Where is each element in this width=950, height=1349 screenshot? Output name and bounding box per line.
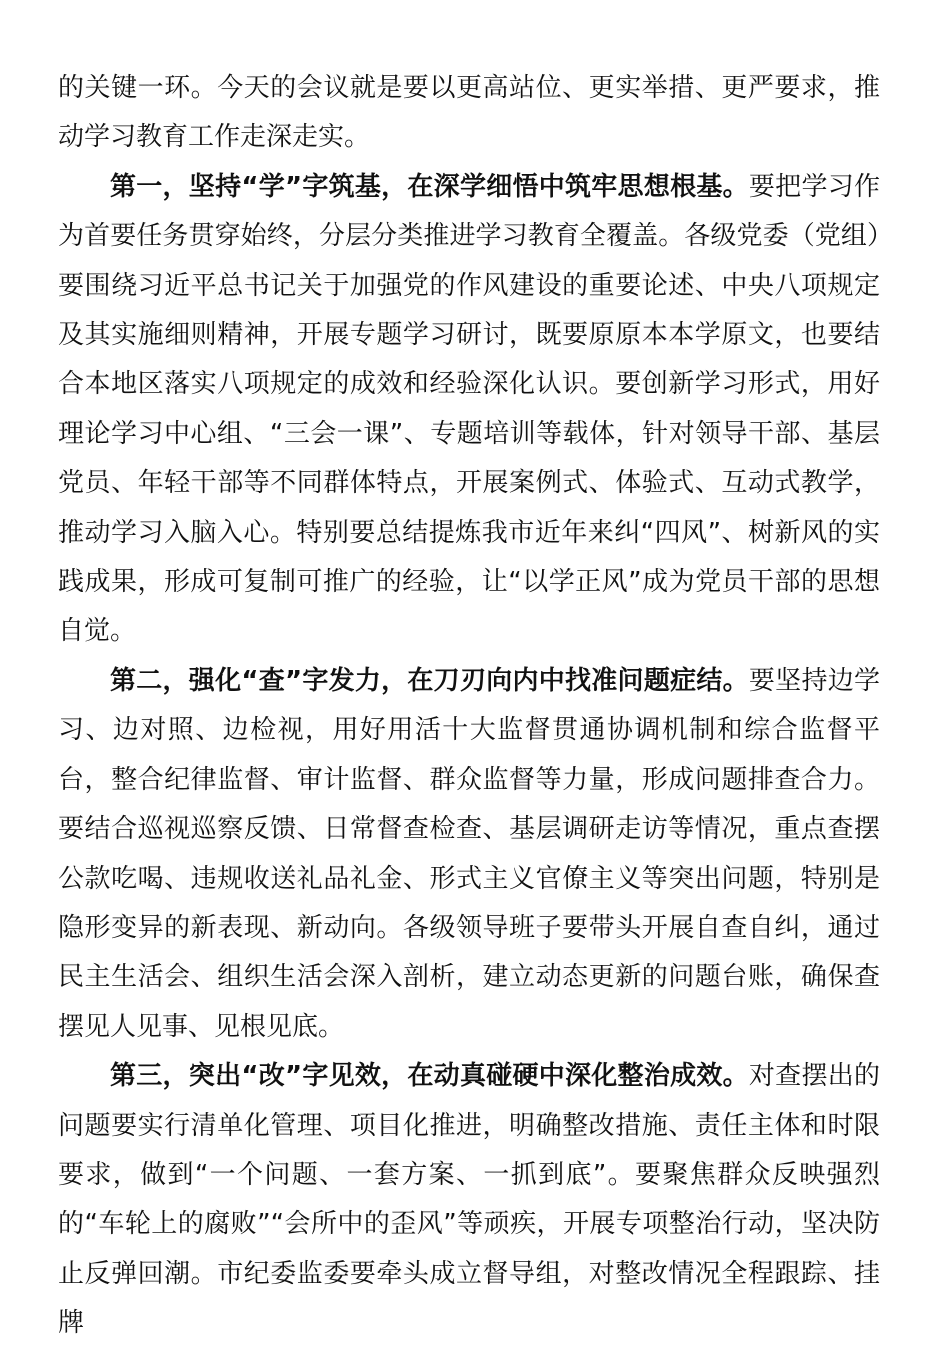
paragraph-point-three: [58, 1052, 880, 1348]
paragraph-body: 要把学习作为首要任务贯穿始终，分层分类推进学习教育全覆盖。各级党委（党组）要围绕习近平总书记关于加强党的作风建设的重要论述、中央八项规定及其实施细则精神，开展专题学习研讨，既要原原本本学原文，也要结合本地区落实八项规定的成效和经验深化认识。要创新学习形式，用好理论学习中心组、“三会一课”、专题培训等载体，针对领导干部、基层党员、年轻干部等不同群体特点，开展案例式、体验式、互动式教学，推动学习入脑入心。特别要总结提炼我市近年来纠“四风”、树新风的实践成果，形成可复制可推广的经验，让“以学正风”成为党员干部的思想自觉。: [58, 171, 880, 647]
paragraph-intro-continuation: [58, 64, 880, 163]
paragraph-point-two: [58, 657, 880, 1052]
paragraph-body: 对查摆出的问题要实行清单化管理、项目化推进，明确整改措施、责任主体和时限要求，做到“一个问题、一套方案、一抓到底”。要聚焦群众反映强烈的“车轮上的腐败”“会所中的歪风”等顽疾，开展专项整治行动，坚决防止反弹回潮。市纪委监委要牵头成立督导组，对整改情况全程跟踪、挂牌: [58, 1061, 880, 1339]
paragraph-heading: 第一，坚持“学”字筑基，在深学细悟中筑牢思想根基。: [110, 171, 749, 202]
paragraph-heading: 第二，强化“查”字发力，在刀刃向内中找准问题症结。: [110, 665, 749, 696]
paragraph-body: 要坚持边学习、边对照、边检视，用好用活十大监督贯通协调机制和综合监督平台，整合纪律监督、审计监督、群众监督等力量，形成问题排查合力。要结合巡视巡察反馈、日常督查检查、基层调研走访等情况，重点查摆公款吃喝、违规收送礼品礼金、形式主义官僚主义等突出问题，特别是隐形变异的新表现、新动向。各级领导班子要带头开展自查自纠，通过民主生活会、组织生活会深入剖析，建立动态更新的问题台账，确保查摆见人见事、见根见底。: [58, 665, 880, 1042]
paragraph-heading: 第三，突出“改”字见效，在动真碰硬中深化整治成效。: [110, 1061, 749, 1092]
document-page: [58, 64, 880, 1349]
paragraph-body: 的关键一环。今天的会议就是要以更高站位、更实举措、更严要求，推动学习教育工作走深走实。: [58, 73, 880, 153]
paragraph-point-one: [58, 163, 880, 657]
